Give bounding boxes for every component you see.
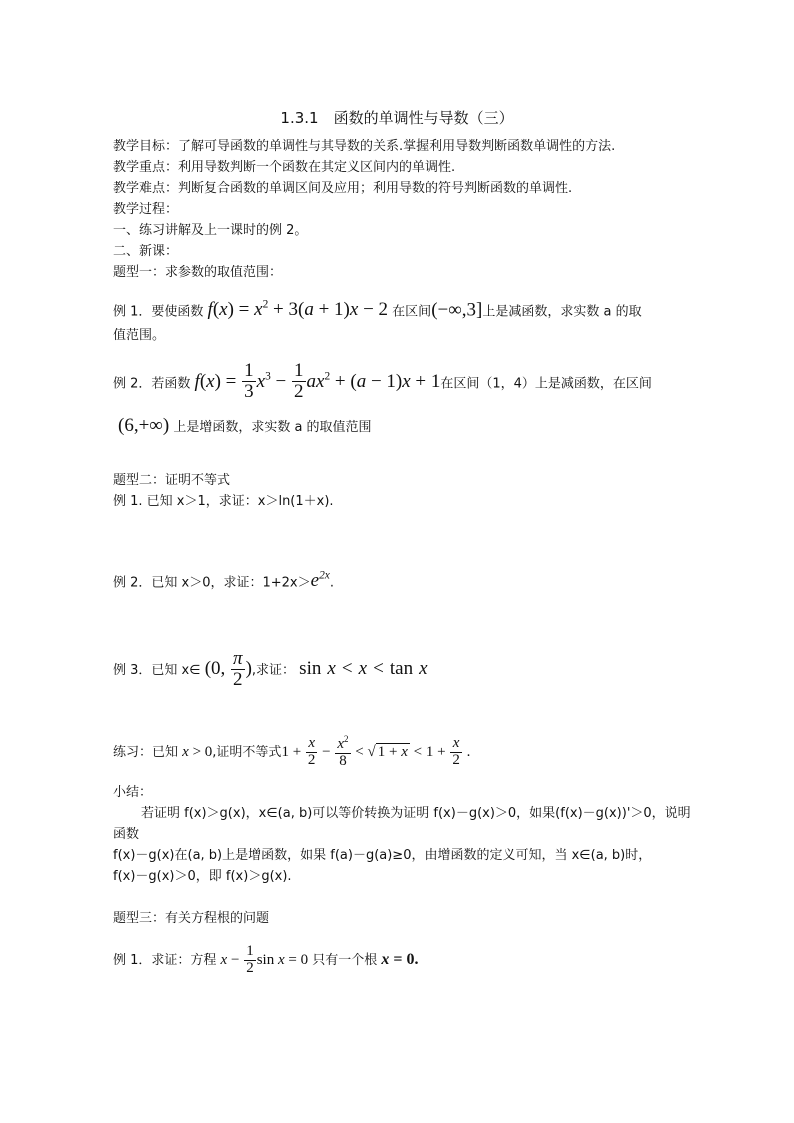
- summary-label: 小结：: [113, 785, 153, 800]
- type1-example-1-cont: 值范围。: [113, 328, 166, 343]
- summary-line-1: 若证明 f(x)＞g(x)，x∈(a, b)可以等价转换为证明 f(x)－g(x)＞0，如果(f(x)－g(x))'＞0，说明: [141, 806, 691, 821]
- practice: 练习：已知 x > 0,证明不等式1 + $\frac{x}{2}$ − $\frac{x^2}{8}$ < √ 1 + x < 1 + $\frac{x}{2}$ .: [113, 734, 471, 770]
- type-one-heading: 题型一：求参数的取值范围：: [113, 265, 283, 280]
- type-two-heading: 题型二：证明不等式: [113, 473, 231, 488]
- teaching-objective: 教学目标：了解可导函数的单调性与其导数的关系.掌握利用导数判断函数单调性的方法.: [113, 139, 616, 154]
- teaching-focus: 教学重点：利用导数判断一个函数在其定义区间内的单调性.: [113, 160, 456, 175]
- interval-3: (0, $\frac{\pi}{2}$ ): [204, 648, 252, 691]
- section-two: 二、新课：: [113, 244, 179, 259]
- root-value: x = 0.: [381, 951, 419, 968]
- teaching-process: 教学过程：: [113, 202, 179, 217]
- type1-example-1: 例 1．要使函数 $f(x) = x^2 + 3(a + 1)x - 2$ 在区间(−∞,3]上是减函数，求实数 a 的取: [113, 299, 642, 321]
- summary-line-3: f(x)－g(x)在(a, b)上是增函数，如果 f(a)－g(a)≥0，由增函数的定义可知，当 x∈(a, b)时，: [113, 848, 652, 863]
- summary-line-4: f(x)－g(x)＞0，即 f(x)＞g(x).: [113, 869, 292, 884]
- section-one: 一、练习讲解及上一课时的例 2。: [113, 223, 308, 238]
- practice-inequality: 1 + $\frac{x}{2}$ − $\frac{x^2}{8}$ < √ 1 + x < 1 + $\frac{x}{2}$ .: [281, 734, 471, 770]
- type2-example-2: 例 2．已知 x＞0，求证：$1+2x>e^{2x}$.: [113, 570, 334, 592]
- inequality-sin-tan: sin x < x < tan x: [299, 658, 428, 679]
- type2-example-3: 例 3．已知 x∈ (0, $\frac{\pi}{2}$ ),求证： sin x < x < tan x: [113, 648, 428, 691]
- interval-1: (−∞,3]: [431, 299, 483, 321]
- type2-example-1: 例 1. 已知 x＞1，求证：x＞ln(1＋x).: [113, 494, 334, 509]
- interval-2: (6,+∞): [118, 415, 170, 436]
- page-title: 1.3.1 函数的单调性与导数（三）: [280, 109, 514, 127]
- type-three-heading: 题型三：有关方程根的问题: [113, 911, 270, 926]
- equation: x − $\frac{1}{2}$ sin x = 0: [220, 943, 309, 977]
- function-formula-1: $f(x) = x^2 + 3(a + 1)x - 2$: [207, 299, 389, 321]
- type3-example-1: 例 1．求证：方程 x − $\frac{1}{2}$ sin x = 0 只有一个根 x = 0.: [113, 943, 419, 977]
- type1-example-2: 例 2．若函数 f(x) = $\frac{1}{3}$ $x^3$ − $\frac{1}{2}$ $ax^2 + (a - 1)x + 1$在区间（1，4）上是减函数，在区间: [113, 360, 652, 403]
- teaching-difficulty: 教学难点：判断复合函数的单调区间及应用；利用导数的符号判断函数的单调性.: [113, 181, 573, 196]
- function-formula-2: f(x) = $\frac{1}{3}$ $x^3$ − $\frac{1}{2}$ $ax^2 + (a - 1)x + 1$: [194, 360, 441, 403]
- summary-line-2: 函数: [113, 827, 140, 842]
- type1-example-2-cont: (6,+∞) 上是增函数，求实数 a 的取值范围: [118, 415, 372, 436]
